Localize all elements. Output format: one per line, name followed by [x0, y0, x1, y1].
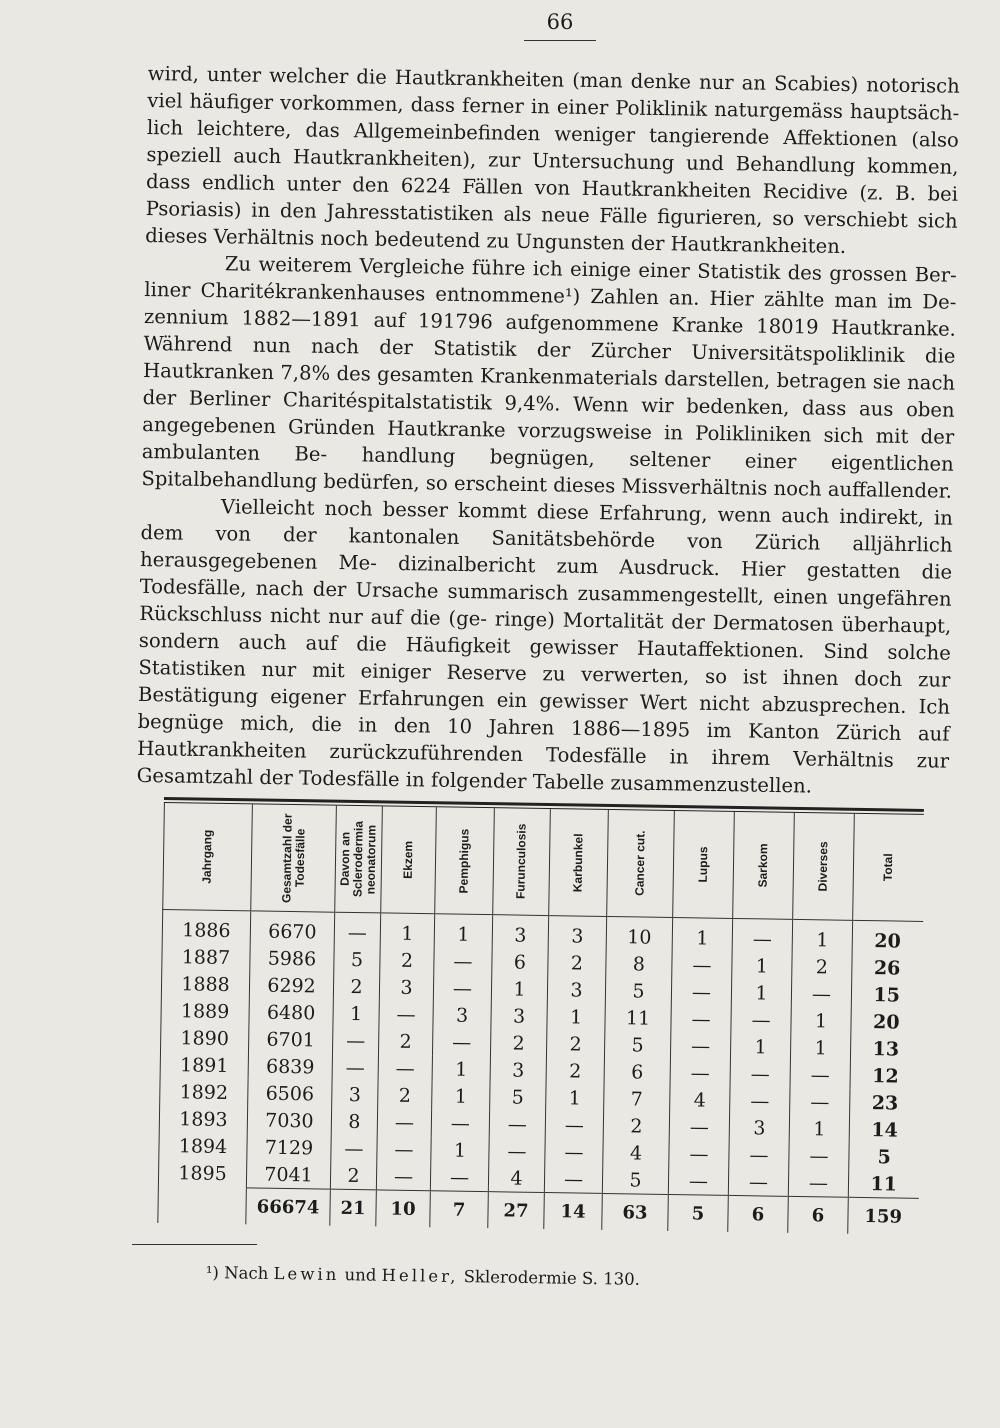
table-cell: 1	[431, 1136, 489, 1164]
table-cell: 1886	[162, 909, 251, 944]
table-cell: 3	[492, 915, 549, 949]
footnote-author-1: Lewin	[273, 1264, 340, 1285]
table-cell: 1	[491, 975, 547, 1003]
text-line: summarisch zusammengestellt, einen ungefähren Rückschluss nicht nur auf die (ge-	[139, 579, 952, 631]
table-cell: 1	[432, 1055, 490, 1083]
table-cell: 8	[606, 950, 672, 978]
table-cell: 11	[848, 1170, 918, 1199]
text-line: auch Hautkrankheiten), zur Untersuchung und Behandlung kommen, dass endlich	[145, 144, 959, 196]
table-cell: 2	[546, 1030, 604, 1058]
column-header-label: Lupus	[695, 846, 711, 883]
text-line: 7,8% des gesamten Krankenmaterials darstellen, betragen sie nach der Berliner	[142, 361, 956, 411]
table-total-cell: 14	[544, 1193, 603, 1230]
table-cell: 2	[330, 1162, 376, 1190]
table-cell: 13	[850, 1035, 920, 1063]
column-header	[853, 814, 925, 922]
footnote-author-2: Heller,	[381, 1265, 459, 1286]
table-cell: —	[729, 1141, 789, 1169]
text-line: zennium 1882—1891 auf 191796 aufgenommene Kranke 18019 Hautkranke. Während	[143, 304, 957, 357]
page-number: 66	[546, 10, 574, 34]
table-cell: —	[788, 1169, 848, 1197]
table-cell: 23	[850, 1089, 920, 1117]
text-line: handlung begnügen, seltener einer eigentlichen Spitalbehandlung bedürfen, so	[141, 443, 954, 495]
text-line: erscheint dieses Missverhältnis noch auffallender.	[453, 471, 953, 503]
footnote-prefix: Nach	[224, 1263, 269, 1283]
table-cell: —	[431, 1109, 489, 1137]
table-cell: 6	[492, 948, 548, 976]
mortality-table	[157, 797, 924, 1235]
column-header	[435, 807, 495, 914]
table-cell: 10	[606, 916, 673, 951]
text-line: Zu weiterem Vergleiche führe ich einige einer Statistik des grossen Ber-	[224, 252, 957, 287]
table-cell: 2	[380, 946, 434, 974]
table-cell: 1	[434, 914, 493, 948]
table-cell: 2	[548, 949, 606, 977]
table-cell: 6506	[248, 1079, 332, 1107]
text-line: noch bedeutend zu Ungunsten der Hautkrankheiten.	[320, 226, 847, 258]
table-cell: —	[728, 1168, 788, 1196]
table-cell: 1	[790, 1034, 850, 1062]
table-cell: —	[433, 974, 491, 1002]
table-cell: 1894	[159, 1132, 247, 1160]
table-cell: 5	[490, 1083, 546, 1111]
table-cell: —	[377, 1108, 431, 1136]
table-cell: 1892	[160, 1078, 248, 1106]
table-cell: 20	[852, 920, 923, 955]
table-cell: 7030	[247, 1106, 331, 1134]
table-cell: 6292	[249, 971, 333, 999]
table-cell: 7129	[247, 1133, 331, 1161]
column-header	[381, 806, 437, 913]
footnote-reference: Sklerodermie S. 130.	[463, 1267, 641, 1289]
table-cell: 3	[491, 1002, 547, 1030]
text-line: Jahresstatistiken als neue Fälle figurieren, so verschiebt sich dieses Verhältnis	[145, 199, 958, 250]
table-cell: 5	[602, 1166, 668, 1195]
table-cell: 1	[380, 913, 435, 947]
footnote	[206, 1263, 640, 1289]
table-total-cell: 6	[788, 1196, 849, 1233]
table-cell: 3	[332, 1081, 378, 1109]
table-cell: 7	[604, 1085, 670, 1113]
text-line: Wert nicht abzusprechen. Ich begnüge mich, die in den 10 Jahren 1886—1895	[137, 690, 951, 742]
table-cell: 5	[605, 977, 671, 1005]
table-cell: 2	[378, 1081, 432, 1109]
text-line: gewisser Hautaffektionen. Sind solche Statistiken nur mit einiger Reserve zu	[138, 635, 951, 686]
table-total-cell: 159	[848, 1197, 919, 1235]
column-header-label: Furunculosis	[513, 823, 529, 900]
table-cell: —	[489, 1110, 545, 1138]
body-text	[137, 60, 960, 802]
table-cell: —	[789, 1142, 849, 1170]
table-total-cell: 6	[728, 1195, 789, 1232]
column-header-label: Pemphigus	[456, 828, 472, 894]
text-line: nun nach der Statistik der Zürcher Universitätspoliklinik die Hautkranken	[142, 333, 956, 385]
table-cell: 1887	[162, 943, 250, 971]
table-cell: 1	[432, 1082, 490, 1110]
table-cell: —	[376, 1162, 430, 1190]
table-cell: —	[730, 1087, 790, 1115]
table-cell: —	[731, 1006, 791, 1034]
table-cell: 14	[849, 1116, 919, 1144]
table-cell: 5	[334, 946, 380, 974]
paragraph-1	[145, 60, 960, 262]
text-line: im Kanton Zürich auf Hautkrankheiten zurückzuführenden Todesfälle in ihrem	[137, 718, 950, 770]
column-header	[607, 810, 675, 918]
table-cell: —	[790, 1061, 850, 1089]
table-cell: 1	[789, 1115, 849, 1143]
table-cell: —	[668, 1167, 728, 1195]
table-cell: 6839	[248, 1052, 332, 1080]
table-cell: 4	[488, 1164, 544, 1192]
text-line: Gründen Hautkranke vorzugsweise in Polikliniken sich mit der ambulanten Be-	[141, 415, 955, 466]
table-cell: 2	[378, 1027, 432, 1055]
table-cell: 1	[730, 1033, 790, 1061]
table-cell: —	[434, 947, 492, 975]
table-cell: —	[379, 1000, 433, 1028]
table-cell: 1	[672, 918, 733, 952]
table-cell: 2	[490, 1029, 546, 1057]
table-cell: 1	[791, 1007, 851, 1035]
text-line: verwerten, so ist ihnen doch zur Bestätigung eigener Erfahrungen ein gewisser	[137, 662, 951, 714]
table-cell: —	[671, 978, 731, 1006]
column-header-label: Cancer cut.	[632, 830, 648, 897]
table-cell: —	[331, 1135, 377, 1163]
table-cell: 7041	[246, 1160, 330, 1189]
table-cell: 1890	[161, 1024, 249, 1052]
column-header	[335, 806, 383, 913]
table-cell: —	[732, 918, 793, 952]
table-cell: 1	[732, 952, 792, 980]
table-total-cell: 63	[602, 1193, 669, 1231]
table-cell: 1889	[161, 997, 249, 1025]
column-header-label: Davon an Sclerodermia neonatorum	[337, 820, 379, 898]
table-cell: 2	[792, 953, 852, 981]
column-header-label: Diverses	[815, 841, 831, 892]
table-cell: 1891	[160, 1051, 248, 1079]
table-cell: —	[670, 1032, 730, 1060]
table-cell: 6670	[250, 911, 335, 946]
table-cell: 5986	[250, 944, 334, 972]
table-cell: —	[334, 912, 381, 946]
footnote-rule	[132, 1244, 257, 1245]
table-total-cell: 21	[330, 1189, 377, 1226]
paragraph-2	[141, 249, 957, 505]
table-cell: 6480	[249, 998, 333, 1026]
column-header	[251, 804, 337, 912]
text-line: von der kantonalen Sanitätsbehörde von Zürich alljährlich herausgegebenen Me-	[139, 522, 953, 575]
table-cell: 5	[849, 1143, 919, 1171]
table-total-cell: 27	[488, 1192, 545, 1229]
table-cell: —	[670, 1059, 730, 1087]
table-cell: —	[791, 980, 851, 1008]
table-cell: 11	[605, 1004, 671, 1032]
statistics-table	[157, 803, 924, 1235]
table-cell: 1	[792, 919, 853, 953]
table-cell: —	[545, 1111, 603, 1139]
text-line: viel häufiger vorkommen, dass ferner in einer Poliklinik naturgemäss hauptsäch-	[147, 88, 960, 125]
table-cell: 6701	[248, 1025, 332, 1053]
table-cell: —	[730, 1060, 790, 1088]
table-cell: 3	[547, 976, 605, 1004]
table-cell: —	[489, 1137, 545, 1165]
table-cell: 3	[548, 916, 607, 950]
table-cell: 3	[433, 1001, 491, 1029]
text-line: dizinalbericht zum Ausdruck. Hier gestatten die Todesfälle, nach der Ursache	[139, 551, 953, 603]
table-cell: 20	[851, 1008, 921, 1036]
column-header-label: Gesamtzahl der Todesfälle	[278, 813, 308, 903]
text-line: lich leichtere, das Allgemeinbefinden weniger tangierende Affektionen (also speziell	[146, 115, 960, 168]
table-cell: 1	[547, 1003, 605, 1031]
text-line: Vielleicht noch besser kommt diese Erfahrung, wenn auch indirekt, in dem	[140, 495, 954, 545]
table-cell: 2	[603, 1112, 669, 1140]
table-cell: 12	[850, 1062, 920, 1090]
table-cell: 1	[333, 1000, 379, 1028]
table-cell: 3	[729, 1114, 789, 1142]
table-cell: 5	[604, 1031, 670, 1059]
column-header	[549, 809, 609, 916]
column-header-label: Karbunkel	[570, 833, 586, 892]
table-cell: —	[377, 1135, 431, 1163]
text-line: unter den 6224 Fällen von Hautkrankheiten Recidive (z. B. bei Psoriasis) in den	[145, 172, 959, 223]
text-line: Charitéspitalstatistik 9,4%. Wenn wir bedenken, dass aus oben angegebenen	[142, 388, 955, 439]
table-cell: —	[545, 1138, 603, 1166]
table-cell: —	[544, 1165, 602, 1193]
table-cell: —	[671, 1005, 731, 1033]
table-cell: —	[378, 1054, 432, 1082]
table-total-cell: 7	[430, 1191, 489, 1228]
table-cell: —	[669, 1113, 729, 1141]
text-line: liner Charitékrankenhauses entnommene¹) Zahlen an. Hier zählte man im De-	[144, 277, 957, 314]
table-cell: 2	[546, 1057, 604, 1085]
column-header-label: Ekzem	[400, 840, 416, 879]
column-header	[493, 808, 551, 915]
column-header	[733, 812, 795, 919]
page-number-rule	[524, 40, 596, 41]
column-header-label: Jahrgang	[199, 829, 215, 884]
table-cell: 6	[604, 1058, 670, 1086]
footnote-conjunction: und	[344, 1265, 377, 1285]
column-header	[793, 813, 855, 920]
column-header-label: Sarkom	[755, 843, 771, 888]
table-cell: 26	[852, 954, 922, 982]
table-total-cell: 10	[376, 1190, 431, 1227]
table-cell: —	[669, 1140, 729, 1168]
table-total-cell: 66674	[246, 1188, 331, 1226]
table-cell: 1888	[161, 970, 249, 998]
table-cell: —	[332, 1027, 378, 1055]
table-cell: 15	[851, 981, 921, 1009]
table-cell: 1	[731, 979, 791, 1007]
table-cell: 1893	[159, 1105, 247, 1133]
table-cell: 1	[546, 1084, 604, 1112]
column-header	[673, 811, 735, 918]
footnote-marker: ¹)	[205, 1263, 220, 1283]
table-cell: —	[790, 1088, 850, 1116]
text-line: Verhältnis zur Gesamtzahl der Todesfälle in folgender Tabelle zusammenzustellen.	[136, 747, 950, 798]
table-cell: 3	[490, 1056, 546, 1084]
table-cell: 4	[603, 1139, 669, 1167]
column-header	[163, 803, 253, 911]
table-cell: 2	[333, 973, 379, 1001]
column-header-label: Total	[881, 853, 896, 882]
text-line: ringe) Mortalität der Dermatosen überhaupt, sondern auch auf die Häufigkeit	[138, 607, 952, 658]
table-cell: 8	[331, 1108, 377, 1136]
table-cell: —	[332, 1054, 378, 1082]
table-total-cell: 5	[668, 1194, 729, 1231]
text-line: wird, unter welcher die Hautkrankheiten (man denke nur an Scabies) notorisch	[147, 61, 960, 98]
table-header-row	[163, 803, 925, 921]
paragraph-3	[137, 492, 954, 802]
table-total-cell	[158, 1186, 247, 1224]
table-cell: 1895	[158, 1159, 246, 1188]
table-cell: —	[430, 1163, 488, 1191]
table-cell: —	[432, 1028, 490, 1056]
table-cell: —	[672, 951, 732, 979]
table-cell: 4	[670, 1086, 730, 1114]
table-cell: 3	[379, 973, 433, 1001]
